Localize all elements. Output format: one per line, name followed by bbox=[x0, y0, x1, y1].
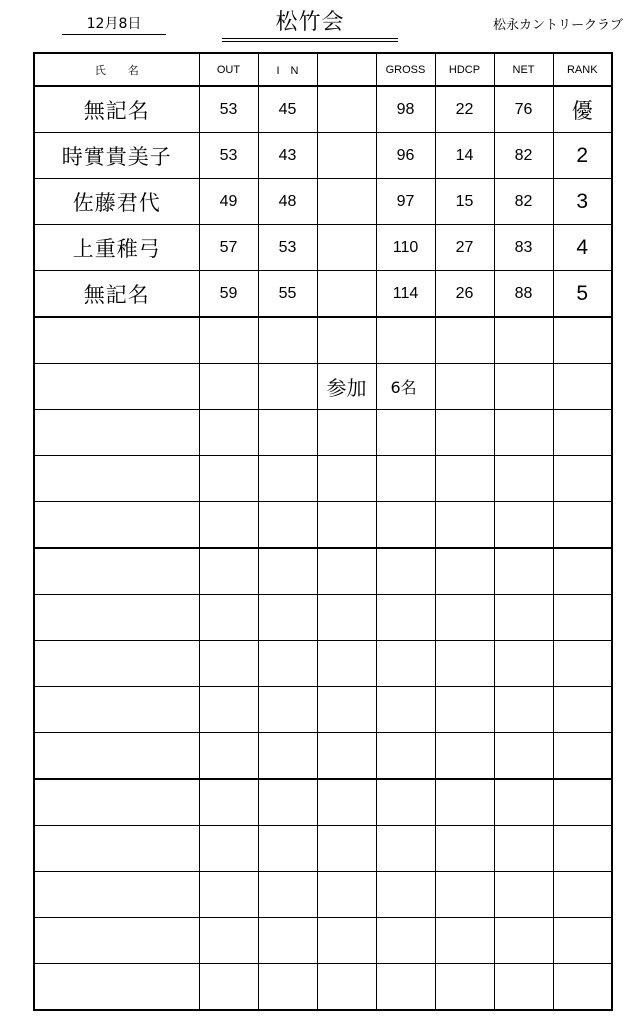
col-header-name: 氏 名 bbox=[34, 53, 199, 86]
net-score: 82 bbox=[494, 133, 553, 179]
blank-cell bbox=[553, 964, 612, 1011]
col-header-blank bbox=[317, 53, 376, 86]
blank-cell bbox=[435, 595, 494, 641]
blank-cell bbox=[435, 733, 494, 780]
player-name: 上重稚弓 bbox=[34, 225, 199, 271]
blank-cell bbox=[258, 964, 317, 1011]
empty-row bbox=[34, 687, 612, 733]
participation-label: 参加 bbox=[317, 364, 376, 410]
hdcp-value: 26 bbox=[435, 271, 494, 318]
blank-cell bbox=[34, 733, 199, 780]
blank-cell bbox=[376, 918, 435, 964]
blank-cell bbox=[494, 364, 553, 410]
blank-cell bbox=[435, 687, 494, 733]
blank-cell bbox=[435, 364, 494, 410]
blank-cell bbox=[317, 548, 376, 595]
blank-cell bbox=[258, 872, 317, 918]
rank-value: 優 bbox=[553, 86, 612, 133]
blank-cell bbox=[435, 779, 494, 826]
rank-value: 2 bbox=[553, 133, 612, 179]
blank-cell bbox=[34, 826, 199, 872]
empty-row bbox=[34, 641, 612, 687]
blank-cell bbox=[258, 779, 317, 826]
gross-score: 97 bbox=[376, 179, 435, 225]
blank-cell bbox=[553, 826, 612, 872]
empty-row bbox=[34, 410, 612, 456]
blank-cell bbox=[317, 964, 376, 1011]
player-name: 無記名 bbox=[34, 271, 199, 318]
blank-cell bbox=[553, 548, 612, 595]
blank-cell bbox=[317, 133, 376, 179]
blank-cell bbox=[435, 410, 494, 456]
blank-cell bbox=[553, 317, 612, 364]
club-name: 松永カントリークラブ bbox=[492, 18, 623, 33]
blank-cell bbox=[494, 687, 553, 733]
net-score: 76 bbox=[494, 86, 553, 133]
blank-cell bbox=[376, 641, 435, 687]
blank-cell bbox=[34, 364, 199, 410]
blank-cell bbox=[553, 502, 612, 549]
blank-cell bbox=[376, 687, 435, 733]
rank-value: 5 bbox=[553, 271, 612, 318]
hdcp-value: 22 bbox=[435, 86, 494, 133]
blank-cell bbox=[199, 918, 258, 964]
blank-cell bbox=[34, 964, 199, 1011]
score-table bbox=[33, 52, 613, 1011]
blank-cell bbox=[317, 687, 376, 733]
table-row bbox=[34, 179, 612, 225]
blank-cell bbox=[199, 317, 258, 364]
empty-row bbox=[34, 964, 612, 1011]
participation-row bbox=[34, 364, 612, 410]
player-name: 無記名 bbox=[34, 86, 199, 133]
blank-cell bbox=[435, 826, 494, 872]
blank-cell bbox=[34, 548, 199, 595]
blank-cell bbox=[494, 964, 553, 1011]
blank-cell bbox=[553, 779, 612, 826]
blank-cell bbox=[435, 548, 494, 595]
blank-cell bbox=[553, 872, 612, 918]
blank-cell bbox=[199, 641, 258, 687]
rank-value: 3 bbox=[553, 179, 612, 225]
blank-cell bbox=[553, 410, 612, 456]
blank-cell bbox=[376, 502, 435, 549]
blank-cell bbox=[199, 364, 258, 410]
col-header-in: I N bbox=[258, 53, 317, 86]
blank-cell bbox=[258, 317, 317, 364]
blank-cell bbox=[494, 779, 553, 826]
out-score: 59 bbox=[199, 271, 258, 318]
blank-cell bbox=[494, 317, 553, 364]
blank-cell bbox=[494, 641, 553, 687]
empty-row bbox=[34, 733, 612, 780]
empty-row bbox=[34, 548, 612, 595]
empty-row bbox=[34, 317, 612, 364]
blank-cell bbox=[553, 687, 612, 733]
blank-cell bbox=[376, 779, 435, 826]
blank-cell bbox=[258, 364, 317, 410]
blank-cell bbox=[494, 826, 553, 872]
blank-cell bbox=[258, 548, 317, 595]
blank-cell bbox=[34, 779, 199, 826]
blank-cell bbox=[199, 548, 258, 595]
blank-cell bbox=[317, 641, 376, 687]
out-score: 53 bbox=[199, 86, 258, 133]
blank-cell bbox=[494, 918, 553, 964]
hdcp-value: 14 bbox=[435, 133, 494, 179]
blank-cell bbox=[494, 410, 553, 456]
blank-cell bbox=[317, 733, 376, 780]
blank-cell bbox=[494, 456, 553, 502]
blank-cell bbox=[34, 410, 199, 456]
header-row bbox=[34, 53, 612, 86]
table-row bbox=[34, 271, 612, 318]
blank-cell bbox=[34, 918, 199, 964]
blank-cell bbox=[317, 317, 376, 364]
blank-cell bbox=[258, 456, 317, 502]
blank-cell bbox=[34, 641, 199, 687]
in-score: 55 bbox=[258, 271, 317, 318]
participation-count: 6名 bbox=[376, 364, 435, 410]
blank-cell bbox=[34, 595, 199, 641]
title-block bbox=[222, 8, 398, 42]
page-title: 松竹会 bbox=[275, 10, 345, 35]
date-label: 12月8日 bbox=[62, 14, 166, 35]
blank-cell bbox=[376, 456, 435, 502]
col-header-rank: RANK bbox=[553, 53, 612, 86]
blank-cell bbox=[494, 548, 553, 595]
blank-cell bbox=[435, 918, 494, 964]
player-name: 時實貴美子 bbox=[34, 133, 199, 179]
blank-cell bbox=[34, 872, 199, 918]
col-header-gross: GROSS bbox=[376, 53, 435, 86]
blank-cell bbox=[435, 641, 494, 687]
rank-value: 4 bbox=[553, 225, 612, 271]
blank-cell bbox=[317, 456, 376, 502]
blank-cell bbox=[553, 595, 612, 641]
blank-cell bbox=[317, 86, 376, 133]
blank-cell bbox=[34, 317, 199, 364]
empty-row bbox=[34, 502, 612, 549]
blank-cell bbox=[553, 456, 612, 502]
net-score: 88 bbox=[494, 271, 553, 318]
blank-cell bbox=[317, 410, 376, 456]
blank-cell bbox=[317, 918, 376, 964]
blank-cell bbox=[317, 595, 376, 641]
empty-row bbox=[34, 595, 612, 641]
blank-cell bbox=[376, 410, 435, 456]
blank-cell bbox=[317, 872, 376, 918]
blank-cell bbox=[258, 410, 317, 456]
table-row bbox=[34, 133, 612, 179]
out-score: 57 bbox=[199, 225, 258, 271]
blank-cell bbox=[435, 317, 494, 364]
blank-cell bbox=[376, 826, 435, 872]
blank-cell bbox=[199, 964, 258, 1011]
empty-row bbox=[34, 872, 612, 918]
in-score: 48 bbox=[258, 179, 317, 225]
blank-cell bbox=[553, 733, 612, 780]
title-underline bbox=[222, 38, 398, 39]
out-score: 49 bbox=[199, 179, 258, 225]
blank-cell bbox=[317, 179, 376, 225]
col-header-net: NET bbox=[494, 53, 553, 86]
blank-cell bbox=[553, 918, 612, 964]
blank-cell bbox=[199, 502, 258, 549]
gross-score: 98 bbox=[376, 86, 435, 133]
blank-cell bbox=[258, 687, 317, 733]
blank-cell bbox=[199, 872, 258, 918]
blank-cell bbox=[258, 595, 317, 641]
blank-cell bbox=[376, 317, 435, 364]
blank-cell bbox=[317, 225, 376, 271]
blank-cell bbox=[435, 872, 494, 918]
blank-cell bbox=[34, 687, 199, 733]
blank-cell bbox=[199, 410, 258, 456]
empty-row bbox=[34, 456, 612, 502]
net-score: 82 bbox=[494, 179, 553, 225]
gross-score: 114 bbox=[376, 271, 435, 318]
blank-cell bbox=[258, 733, 317, 780]
col-header-hdcp: HDCP bbox=[435, 53, 494, 86]
blank-cell bbox=[258, 641, 317, 687]
blank-cell bbox=[376, 872, 435, 918]
in-score: 45 bbox=[258, 86, 317, 133]
blank-cell bbox=[199, 733, 258, 780]
blank-cell bbox=[199, 779, 258, 826]
blank-cell bbox=[317, 826, 376, 872]
col-header-out: OUT bbox=[199, 53, 258, 86]
blank-cell bbox=[494, 502, 553, 549]
net-score: 83 bbox=[494, 225, 553, 271]
blank-cell bbox=[199, 456, 258, 502]
blank-cell bbox=[553, 364, 612, 410]
blank-cell bbox=[435, 502, 494, 549]
blank-cell bbox=[34, 502, 199, 549]
empty-row bbox=[34, 918, 612, 964]
title-underline-double bbox=[222, 41, 398, 42]
table-row bbox=[34, 86, 612, 133]
blank-cell bbox=[376, 595, 435, 641]
table-row bbox=[34, 225, 612, 271]
blank-cell bbox=[494, 595, 553, 641]
in-score: 43 bbox=[258, 133, 317, 179]
blank-cell bbox=[258, 826, 317, 872]
empty-row bbox=[34, 779, 612, 826]
blank-cell bbox=[435, 964, 494, 1011]
player-name: 佐藤君代 bbox=[34, 179, 199, 225]
blank-cell bbox=[199, 826, 258, 872]
blank-cell bbox=[376, 964, 435, 1011]
blank-cell bbox=[317, 271, 376, 318]
blank-cell bbox=[199, 595, 258, 641]
gross-score: 110 bbox=[376, 225, 435, 271]
blank-cell bbox=[199, 687, 258, 733]
blank-cell bbox=[376, 548, 435, 595]
hdcp-value: 27 bbox=[435, 225, 494, 271]
blank-cell bbox=[317, 779, 376, 826]
blank-cell bbox=[435, 456, 494, 502]
blank-cell bbox=[258, 918, 317, 964]
blank-cell bbox=[553, 641, 612, 687]
blank-cell bbox=[376, 733, 435, 780]
blank-cell bbox=[317, 502, 376, 549]
in-score: 53 bbox=[258, 225, 317, 271]
hdcp-value: 15 bbox=[435, 179, 494, 225]
blank-cell bbox=[494, 733, 553, 780]
out-score: 53 bbox=[199, 133, 258, 179]
blank-cell bbox=[258, 502, 317, 549]
empty-row bbox=[34, 826, 612, 872]
blank-cell bbox=[34, 456, 199, 502]
blank-cell bbox=[494, 872, 553, 918]
gross-score: 96 bbox=[376, 133, 435, 179]
